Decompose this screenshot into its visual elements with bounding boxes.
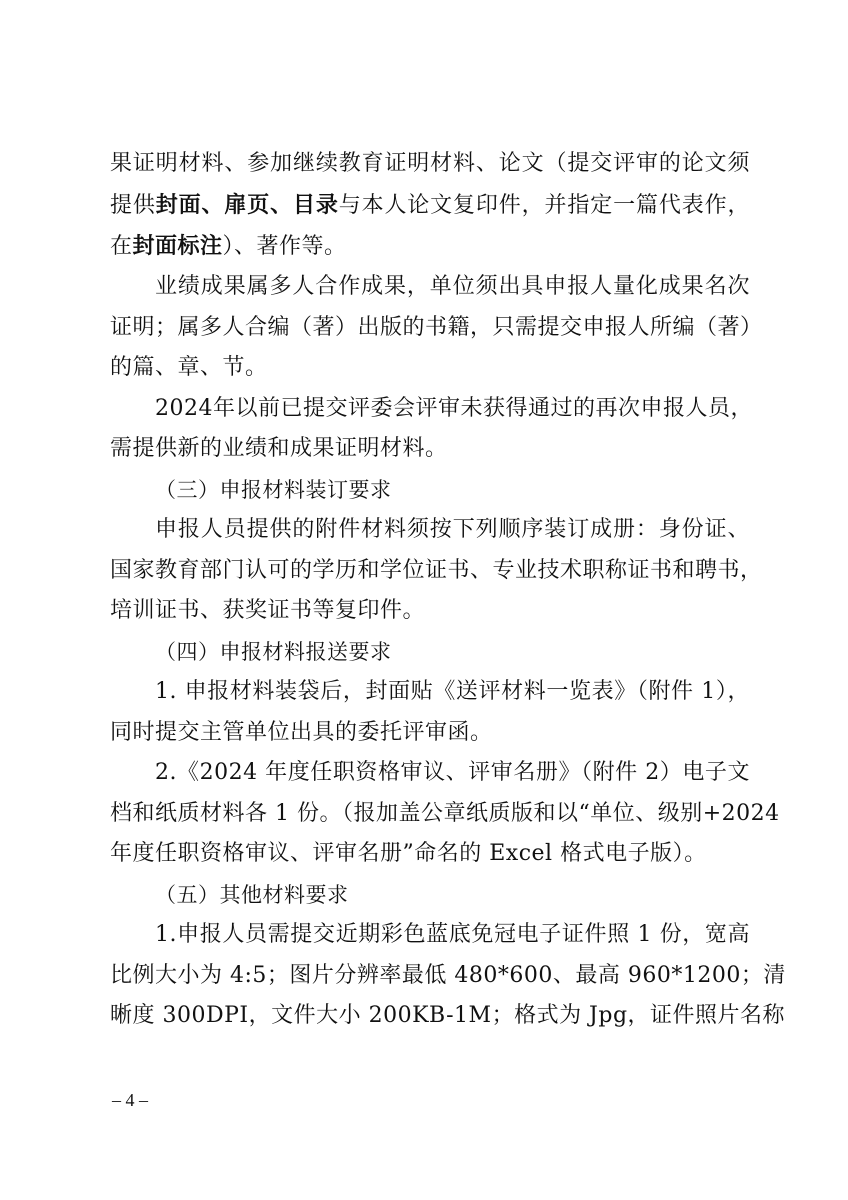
paragraph-first-line <box>155 269 750 305</box>
text-line <box>110 998 786 1034</box>
text-segment: ）、著作等。 <box>222 234 347 259</box>
text-segment: 国家教育部门认可的学历和学位证书、专业技术职称证书和聘书， <box>110 558 763 583</box>
text-segment: 2024年以前已提交评委会评审未获得通过的再次申报人员， <box>155 396 753 421</box>
paragraph-first-line <box>155 917 750 953</box>
text-segment: 与本人论文复印件，并指定一篇代表作， <box>338 193 750 218</box>
text-line <box>110 593 750 629</box>
text-segment: 的篇、章、节。 <box>110 355 268 380</box>
text-segment: 2.《2024 年度任职资格审议、评审名册》（附件 2）电子文 <box>155 760 750 785</box>
text-line <box>110 146 750 182</box>
heading-text: （五）其他材料要求 <box>155 883 349 907</box>
text-segment: 档和纸质材料各 1 份。（报加盖公章纸质版和以“单位、级别+2024 <box>110 801 780 826</box>
text-line <box>110 431 750 467</box>
paragraph-first-line <box>155 512 750 548</box>
text-line <box>110 310 763 346</box>
text-line <box>110 229 750 265</box>
bold-text-segment: 封面标注 <box>132 234 223 259</box>
text-line <box>110 796 780 832</box>
text-line <box>110 715 750 751</box>
text-segment: 提供 <box>110 193 156 218</box>
text-segment: 同时提交主管单位出具的委托评审函。 <box>110 720 493 745</box>
text-segment: 证明；属多人合编（著）出版的书籍，只需提交申报人所编（著） <box>110 315 763 340</box>
paragraph-first-line <box>155 755 750 791</box>
text-segment: 晰度 300DPI，文件大小 200KB-1M；格式为 Jpg，证件照片名称 <box>110 1003 786 1028</box>
text-segment: 业绩成果属多人合作成果，单位须出具申报人量化成果名次 <box>155 274 750 299</box>
heading-text: （四）申报材料报送要求 <box>155 640 392 664</box>
text-line <box>110 958 786 994</box>
page-number: – 4 – <box>112 1090 148 1110</box>
text-segment: 1. 申报材料装袋后，封面贴《送评材料一览表》（附件 1）， <box>155 679 750 704</box>
text-line <box>110 188 750 224</box>
section-heading-5 <box>155 877 750 913</box>
text-segment: 申报人员提供的附件材料须按下列顺序装订成册：身份证、 <box>155 517 750 542</box>
heading-text: （三）申报材料装订要求 <box>155 478 392 502</box>
text-segment: 比例大小为 4:5；图片分辨率最低 480*600、最高 960*1200；清 <box>110 963 786 988</box>
text-line <box>110 553 763 589</box>
paragraph-first-line <box>155 674 750 710</box>
text-segment: 果证明材料、参加继续教育证明材料、论文（提交评审的论文须 <box>110 151 750 176</box>
section-heading-4 <box>155 634 750 670</box>
bold-text-segment: 封面、扉页、目录 <box>155 193 339 218</box>
text-segment: 需提供新的业绩和成果证明材料。 <box>110 436 448 461</box>
text-segment: 年度任职资格审议、评审名册”命名的 Excel 格式电子版）。 <box>110 841 707 866</box>
text-line <box>110 350 750 386</box>
text-segment: 培训证书、获奖证书等复印件。 <box>110 598 426 623</box>
text-segment: 1.申报人员需提交近期彩色蓝底免冠电子证件照 1 份，宽高 <box>155 922 750 947</box>
text-line <box>110 836 750 872</box>
section-heading-3 <box>155 472 750 508</box>
text-segment: 在 <box>110 234 133 259</box>
paragraph-first-line <box>155 391 753 427</box>
